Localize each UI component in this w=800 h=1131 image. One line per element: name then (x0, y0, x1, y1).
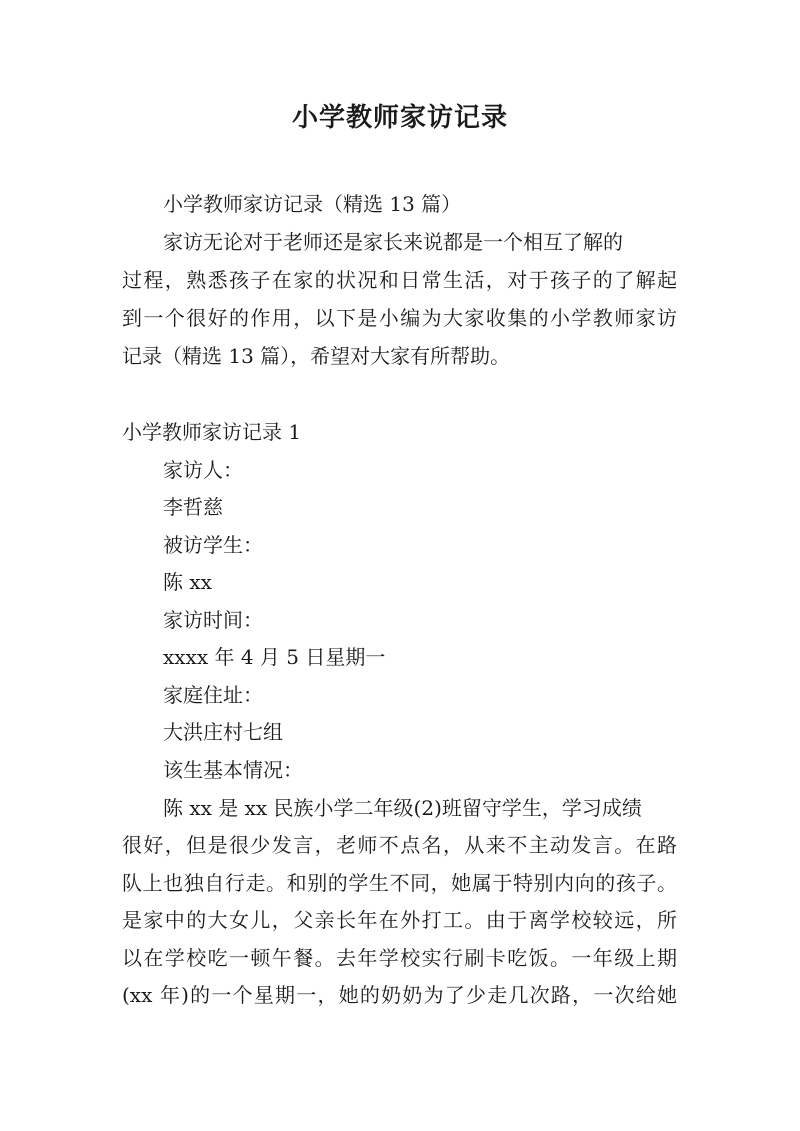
visitor-label: 家访人： (163, 458, 243, 482)
document-subtitle: 小学教师家访记录（精选 13 篇） (163, 192, 462, 216)
visitor-value: 李哲慈 (163, 495, 223, 519)
body-line: 以在学校吃一顿午餐。去年学校实行刷卡吃饭。一年级上期 (122, 946, 677, 970)
body-line: (xx 年)的一个星期一，她的奶奶为了少走几次路，一次给她 (122, 983, 677, 1007)
body-line: 队上也独自行走。和别的学生不同，她属于特别内向的孩子。 (122, 871, 677, 895)
document-title: 小学教师家访记录 (291, 103, 508, 133)
intro-line: 过程，熟悉孩子在家的状况和日常生活，对于孩子的了解起 (122, 268, 677, 292)
visit-time-label: 家访时间： (163, 608, 263, 632)
body-line: 很好，但是很少发言，老师不点名，从来不主动发言。在路 (122, 833, 677, 857)
body-line: 是家中的大女儿，父亲长年在外打工。由于离学校较远，所 (122, 908, 677, 932)
intro-line: 到一个很好的作用，以下是小编为大家收集的小学教师家访 (122, 306, 677, 330)
body-line: 陈 xx 是 xx 民族小学二年级(2)班留守学生，学习成绩 (163, 796, 642, 820)
address-value: 大洪庄村七组 (163, 720, 283, 744)
visit-time-value: xxxx 年 4 月 5 日星期一 (163, 645, 386, 669)
student-label: 被访学生： (163, 533, 263, 557)
address-label: 家庭住址： (163, 683, 263, 707)
intro-line: 家访无论对于老师还是家长来说都是一个相互了解的 (163, 230, 623, 254)
situation-label: 该生基本情况： (163, 758, 303, 782)
section-heading: 小学教师家访记录 1 (122, 420, 302, 444)
intro-line: 记录（精选 13 篇），希望对大家有所帮助。 (122, 344, 511, 368)
student-value: 陈 xx (163, 570, 212, 594)
